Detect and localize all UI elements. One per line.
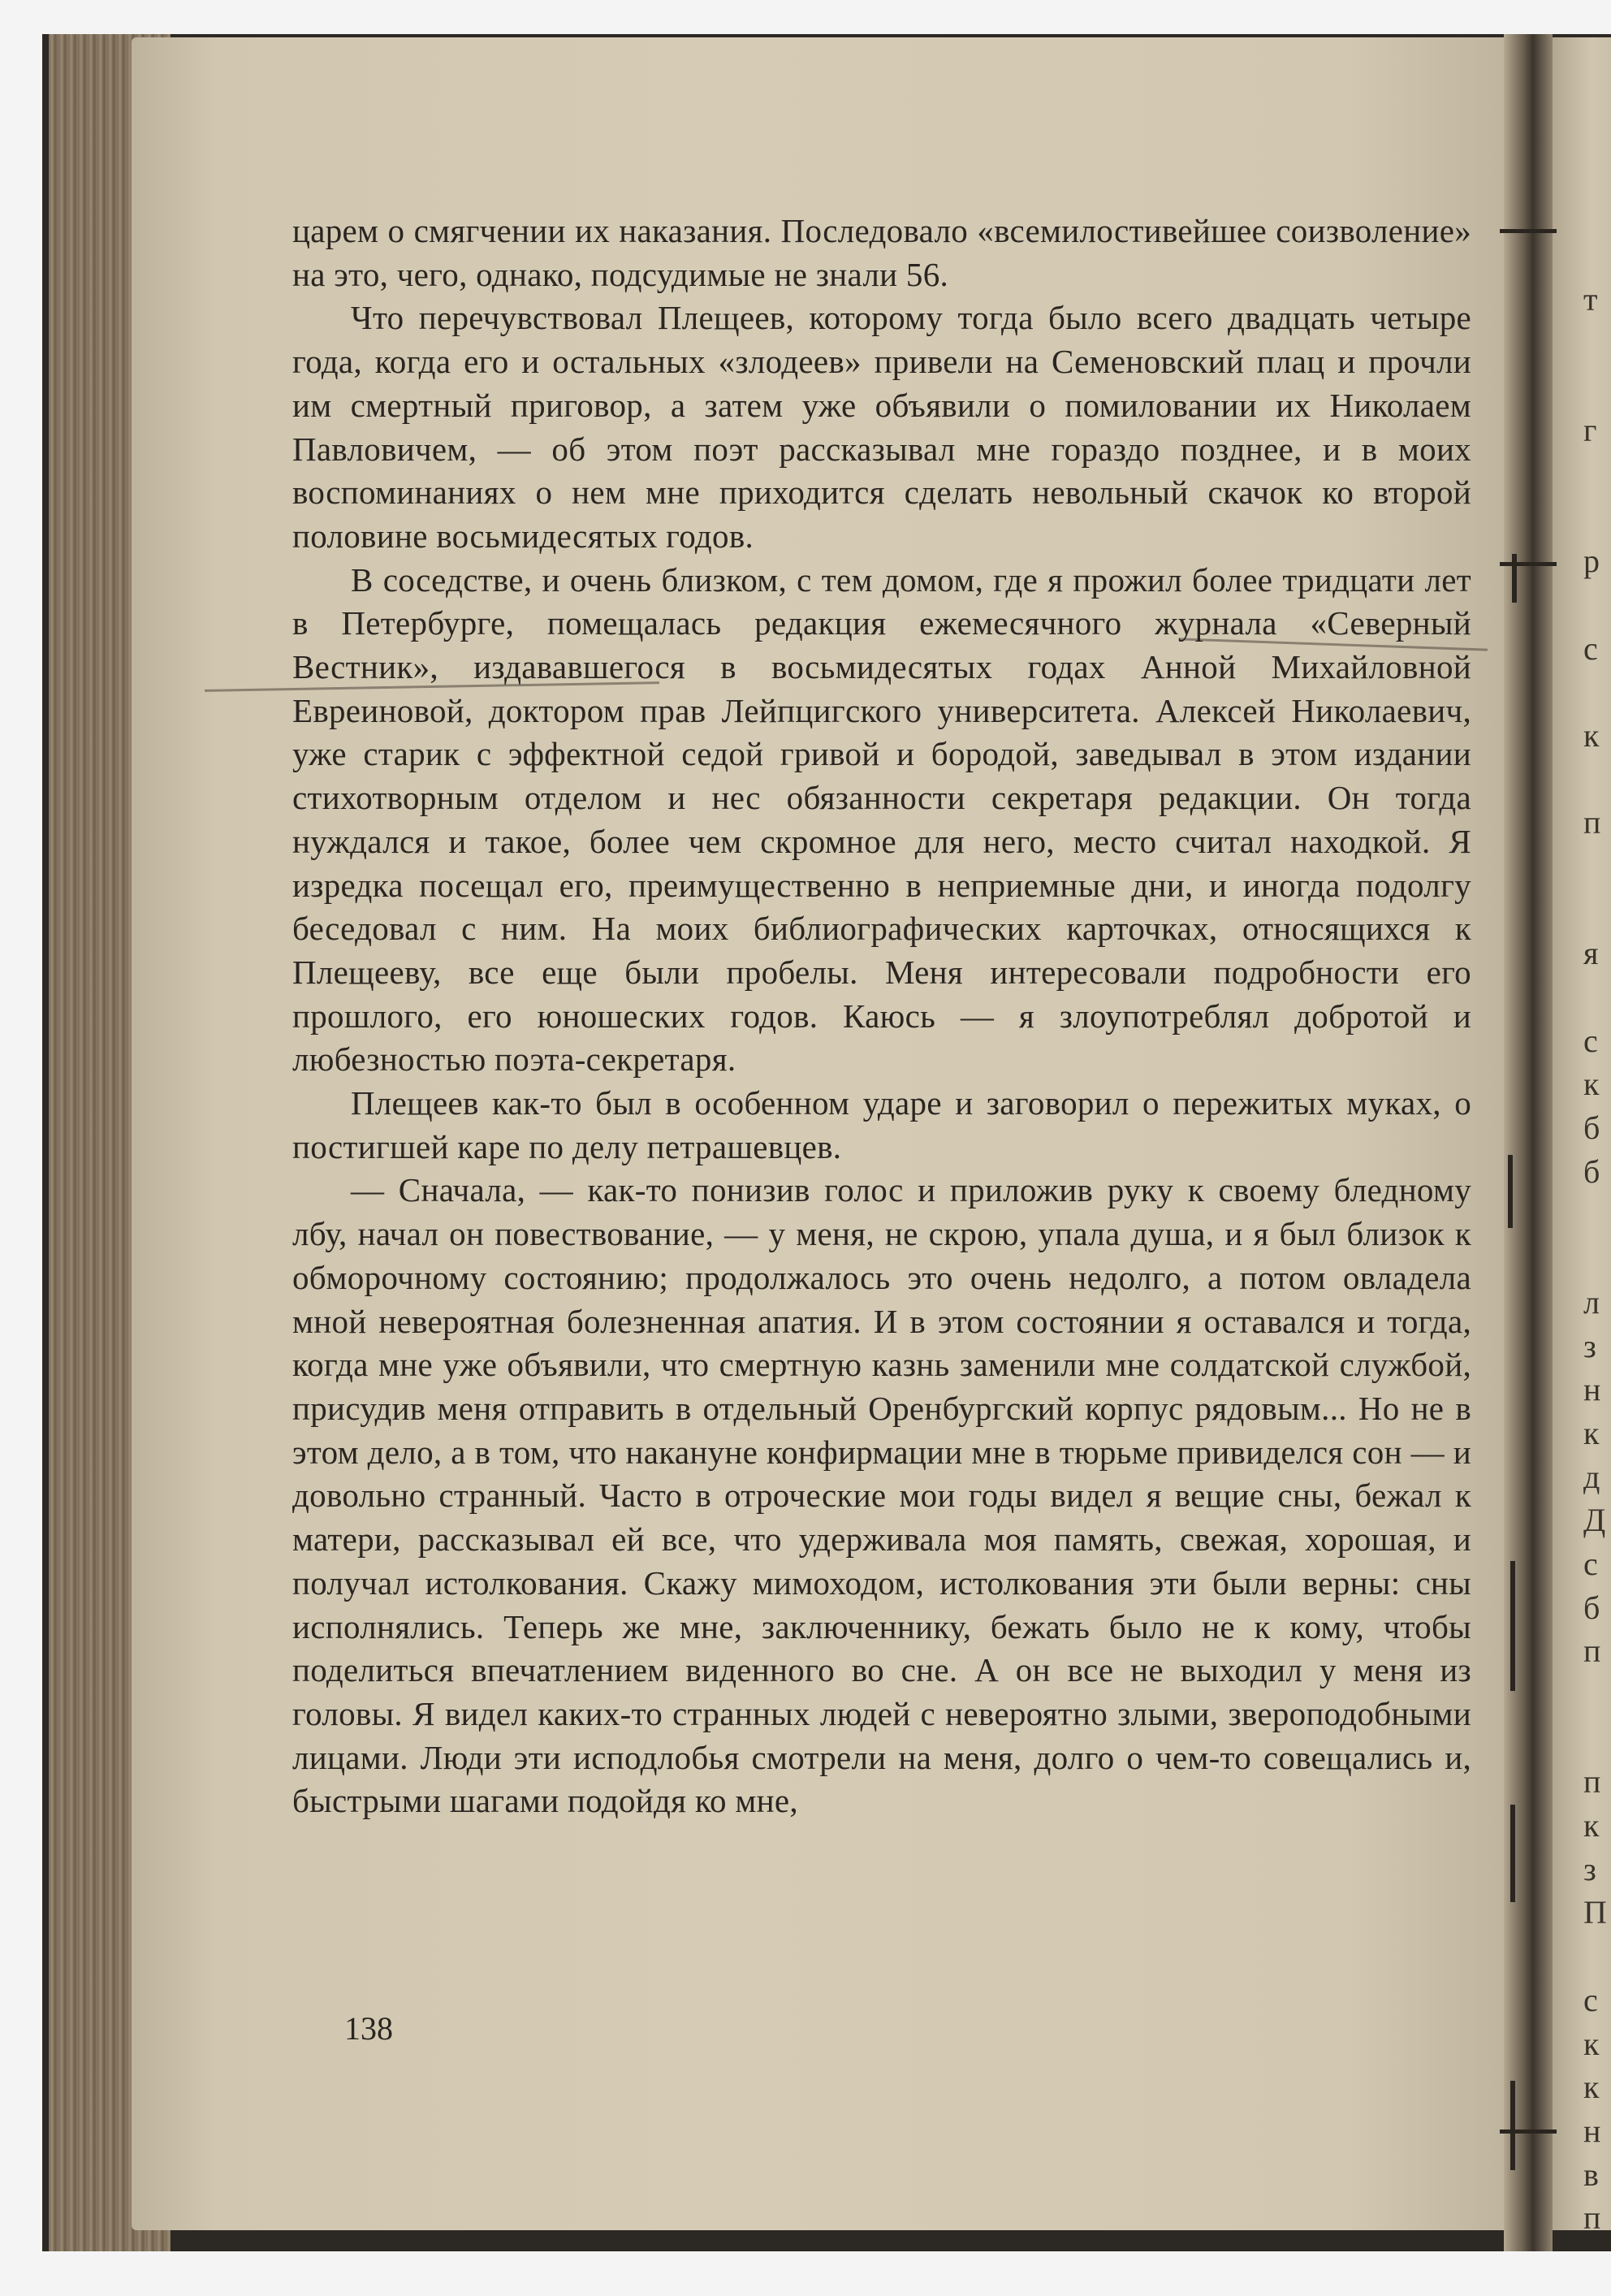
gutter-mark: [1510, 2081, 1515, 2170]
gutter-mark: [1500, 229, 1557, 233]
facing-page-letter: к: [1583, 2025, 1600, 2062]
facing-page-letter: з: [1583, 1850, 1596, 1887]
gutter-mark: [1510, 1561, 1515, 1691]
facing-page-letter: т: [1583, 281, 1598, 318]
book-gutter: [1504, 34, 1553, 2251]
gutter-mark: [1510, 1805, 1515, 1902]
facing-page-letter: [1583, 365, 1611, 409]
gutter-mark: [1512, 554, 1517, 603]
facing-page-letter: [1583, 889, 1611, 932]
facing-page-letter: [1583, 975, 1611, 1019]
gutter-mark: [1508, 1155, 1513, 1228]
paragraph: — Сначала, — как-то понизив голос и приложив руку к своему бледному лбу, начал он повествование, — у меня, не скрою, упала душа, и я был близок к обморочному состоянию; продолжалось это очень недолго, а потом овладела мной невероятная болезненная апатия. И в этом состоянии я оставался и тогда, когда мне уже объявили, что смертную казнь заменили мне солдатской службой, присудив меня отправить в отдельный Оренбургский корпус рядовым... Но не в этом дело, а в том, что накануне конфирмации мне в тюрьме привиделся сон — и довольно странный. Часто в отроческие мои годы видел я вещие сны, бежал к матери, рассказывал ей все, что удерживала моя память, свежая, хорошая, и получал истолкования. Скажу мимоходом, истолкования эти были верны: сны исполнялись. Теперь же мне, заключеннику, бежать было не к кому, чтобы поделиться впечатлением виденного во сне. А он все не выходил у меня из головы. Я видел каких-то странных людей с невероятно злыми, звероподобными лицами. Люди эти исподлобья смотрели на меня, долго о чем-то совещались и, быстрыми шагами подойдя ко мне,: [292, 1171, 1471, 1820]
facing-page-letter: П: [1583, 1894, 1607, 1931]
facing-page-letter: [1583, 670, 1611, 714]
facing-page-letter: [1583, 1717, 1611, 1761]
facing-page-letter: с: [1583, 1981, 1598, 2018]
facing-page-letter: [1583, 845, 1611, 889]
facing-page-letter: н: [1583, 1371, 1601, 1408]
page-number: 138: [344, 2010, 393, 2047]
facing-page-letter: Д: [1583, 1502, 1606, 1539]
facing-page-letter: с: [1583, 1022, 1598, 1059]
paragraph: Плещеев как-то был в особенном ударе и заговорил о пережитых муках, о постигшей каре по делу петрашевцев.: [292, 1084, 1471, 1165]
facing-page-letter: б: [1583, 1589, 1600, 1626]
facing-page-letter: [1583, 1673, 1611, 1717]
facing-page-letter: п: [1583, 804, 1601, 841]
facing-page-letter: к: [1583, 1414, 1600, 1451]
facing-page-letter: к: [1583, 716, 1600, 754]
paragraph: Что перечувствовал Плещеев, которому тогда было всего двадцать четыре года, когда его и остальных «злодеев» привели на Семеновский плац и прочли им смертный приговор, а затем уже объявили о помиловании их Николаем Павловичем, — об этом поэт рассказывал мне гораздо позднее, и в моих воспоминаниях о нем мне приходится сделать невольный скачок ко второй половине восьмидесятых годов.: [292, 299, 1471, 555]
gutter-mark: [1500, 2130, 1557, 2134]
facing-page-letter: б: [1583, 1109, 1600, 1147]
facing-page-letter: к: [1583, 2069, 1600, 2106]
facing-page-letter: л: [1583, 1283, 1600, 1321]
facing-page-letter: б: [1583, 1152, 1600, 1190]
facing-page-letter: с: [1583, 1545, 1598, 1582]
facing-page-letter: [1583, 1237, 1611, 1281]
facing-page-letter: в: [1583, 2155, 1599, 2193]
facing-page-letter: п: [1583, 1763, 1601, 1801]
facing-page-letter: н: [1583, 2112, 1601, 2149]
facing-page-letter: п: [1583, 2199, 1601, 2237]
facing-page-letter: [1583, 758, 1611, 802]
facing-page-letter: [1583, 1193, 1611, 1237]
paragraph: царем о смягчении их наказания. Последовало «всемилостивейшее соизволение» на это, чего, однако, подсудимые не знали 56.: [292, 212, 1471, 293]
facing-page-letter: п: [1583, 1632, 1601, 1670]
facing-page-letter: д: [1583, 1458, 1600, 1495]
facing-page-letter: к: [1583, 1807, 1600, 1844]
facing-page-letter: [1583, 495, 1611, 539]
gutter-mark: [1500, 562, 1557, 566]
paragraph: В соседстве, и очень близком, с тем домом, где я прожил более тридцати лет в Петербурге, помещалась редакция ежемесячного журнала «Северный Вестник», издававшегося в восьмидесятых годах Анной Михайловной Евреиновой, доктором прав Лейпцигского университета. Алексей Николаевич, уже старик с эффектной седой гривой и бородой, заведывал в этом издании стихотворным отделом и нес обязанности секретаря редакции. Он тогда нуждался и такое, более чем скромное для него, место считал находкой. Я изредка посещал его, преимущественно в неприемные дни, и иногда подолгу беседовал с ним. На моих библиографических карточках, относящихся к Плещееву, все еще были пробелы. Меня интересовали подробности его прошлого, его юношеских годов. Каюсь — я злоупотреблял добротой и любезностью поэта-секретаря.: [292, 560, 1471, 1079]
facing-page-letter: [1583, 1935, 1611, 1978]
page-body-text: [292, 210, 1471, 1823]
facing-page-letter: р: [1583, 543, 1600, 580]
facing-page-letter: г: [1583, 412, 1597, 449]
facing-page-letter: я: [1583, 935, 1599, 972]
facing-page-letter: з: [1583, 1327, 1596, 1364]
facing-page-letter: [1583, 452, 1611, 496]
facing-page-letter: [1583, 583, 1611, 627]
book-scan: [42, 34, 1611, 2251]
facing-page-letter: к: [1583, 1066, 1600, 1103]
facing-page-letter: с: [1583, 629, 1598, 667]
facing-page-text-fragment: [1583, 278, 1611, 2240]
facing-page-letter: [1583, 322, 1611, 365]
